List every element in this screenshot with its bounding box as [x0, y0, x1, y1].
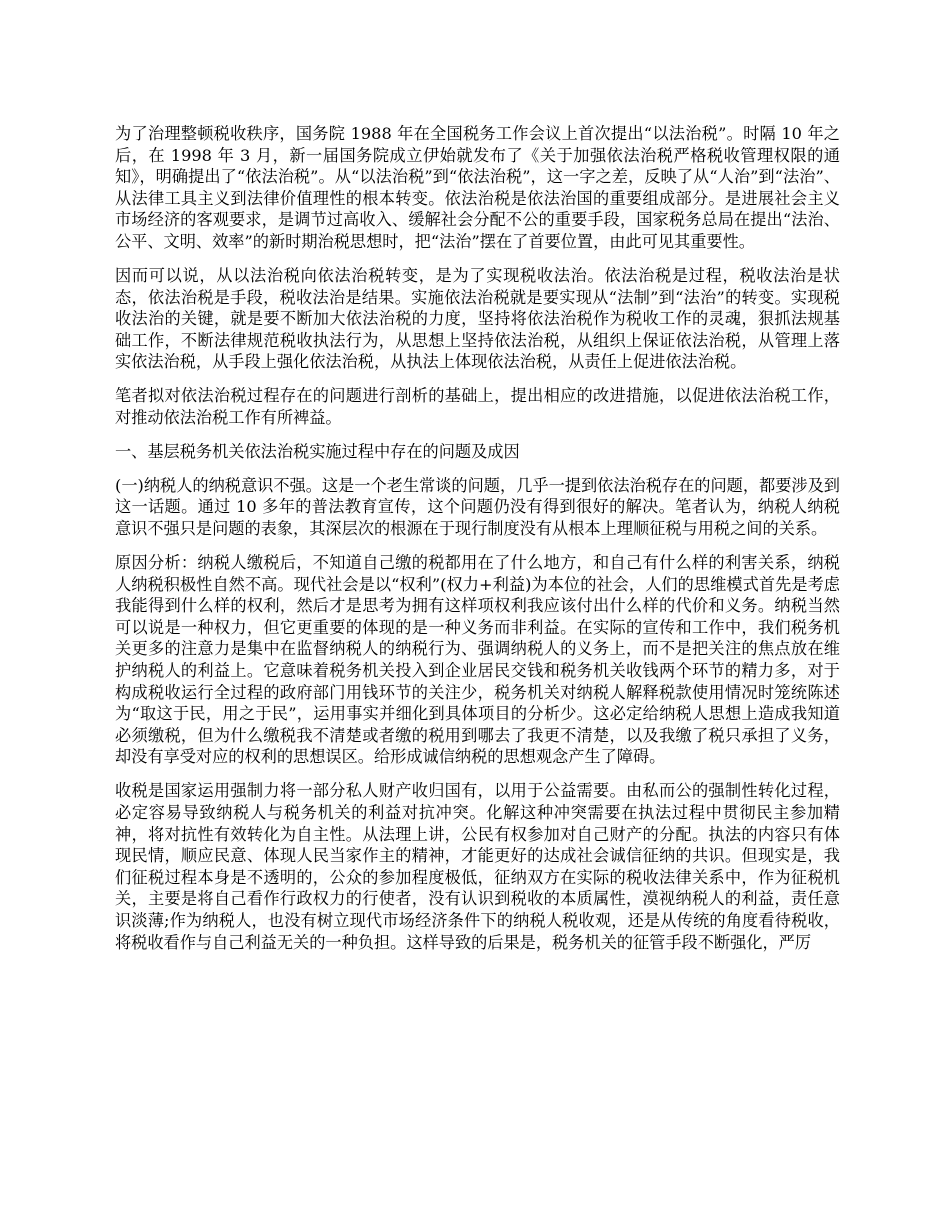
paragraph-issue-1: (一)纳税人的纳税意识不强。这是一个老生常谈的问题，几乎一提到依法治税存在的问题，都要涉及到这一话题。通过 10 多年的普法教育宣传，这个问题仍没有得到很好的解决。笔者认为，纳税人纳税意识不强只是问题的表象，其深层次的根源在于现行制度没有从根本上理顺征税与用税之间的关系。 [115, 475, 840, 539]
document-page [115, 123, 840, 966]
paragraph-rule-of-law: 因而可以说，从以法治税向依法治税转变，是为了实现税收法治。依法治税是过程，税收法治是状态，依法治税是手段，税收法治是结果。实施依法治税就是要实现从“法制”到“法治”的转变。实现税收法治的关键，就是要不断加大依法治税的力度，坚持将依法治税作为税收工作的灵魂，狠抓法规基础工作，不断法律规范税收执法行为，从思想上坚持依法治税，从组织上保证依法治税，从管理上落实依法治税，从手段上强化依法治税，从执法上体现依法治税，从责任上促进依法治税。 [115, 265, 840, 372]
section-heading: 一、基层税务机关依法治税实施过程中存在的问题及成因 [115, 441, 520, 461]
paragraph-cause-analysis: 原因分析：纳税人缴税后，不知道自己缴的税都用在了什么地方，和自己有什么样的利害关系，纳税人纳税积极性自然不高。现代社会是以“权利”(权力+利益)为本位的社会，人们的思维模式首先是考虑我能得到什么样的权利，然后才是思考为拥有这样项权利我应该付出什么样的代价和义务。纳税当然可以说是一种权力，但它更重要的体现的是一种义务而非利益。在实际的宣传和工作中，我们税务机关更多的注意力是集中在监督纳税人的纳税行为、强调纳税人的义务上，而不是把关注的焦点放在维护纳税人的利益上。它意味着税务机关投入到企业居民交钱和税务机关收钱两个环节的精力多，对于构成税收运行全过程的政府部门用钱环节的关注少，税务机关对纳税人解释税款使用情况时笼统陈述为“取这于民，用之于民”，运用事实并细化到具体项目的分析少。这必定给纳税人思想上造成我知道必须缴税，但为什么缴税我不清楚或者缴的税用到哪去了我更不清楚，以及我缴了税只承担了义务，却没有享受对应的权利的思想误区。给形成诚信纳税的思想观念产生了障碍。 [115, 553, 840, 767]
paragraph-intro: 为了治理整顿税收秩序，国务院 1988 年在全国税务工作会议上首次提出“以法治税”。时隔 10 年之后，在 1998 年 3 月，新一届国务院成立伊始就发布了《关于加强依法治税严格税收管理权限的通知》，明确提出了“依法治税”。从“以法治税”到“依法治税”，这一字之差，反映了从“人治”到“法治”、从法律工具主义到法律价值理性的根本转变。依法治税是依法治国的重要组成部分。是进展社会主义市场经济的客观要求，是调节过高收入、缓解社会分配不公的重要手段，国家税务总局在提出“法治、公平、文明、效率”的新时期治税思想时，把“法治”摆在了首要位置，由此可见其重要性。 [115, 124, 840, 251]
paragraph-taxation-conflict: 收税是国家运用强制力将一部分私人财产收归国有，以用于公益需要。由私而公的强制性转化过程，必定容易导致纳税人与税务机关的利益对抗冲突。化解这种冲突需要在执法过程中贯彻民主参加精神，将对抗性有效转化为自主性。从法理上讲，公民有权参加对自己财产的分配。执法的内容只有体现民情，顺应民意、体现人民当家作主的精神，才能更好的达成社会诚信征纳的共识。但现实是，我们征税过程本身是不透明的，公众的参加程度极低，征纳双方在实际的税收法律关系中，作为征税机关，主要是将自己看作行政权力的行使者，没有认识到税收的本质属性，漠视纳税人的利益，责任意识淡薄;作为纳税人，也没有树立现代市场经济条件下的纳税人税收观，还是从传统的角度看待税收，将税收看作与自己利益无关的一种负担。这样导致的后果是，税务机关的征管手段不断强化，严厉 [115, 781, 840, 952]
paragraph-purpose: 笔者拟对依法治税过程存在的问题进行剖析的基础上，提出相应的改进措施，以促进依法治税工作，对推动依法治税工作有所裨益。 [115, 386, 840, 427]
